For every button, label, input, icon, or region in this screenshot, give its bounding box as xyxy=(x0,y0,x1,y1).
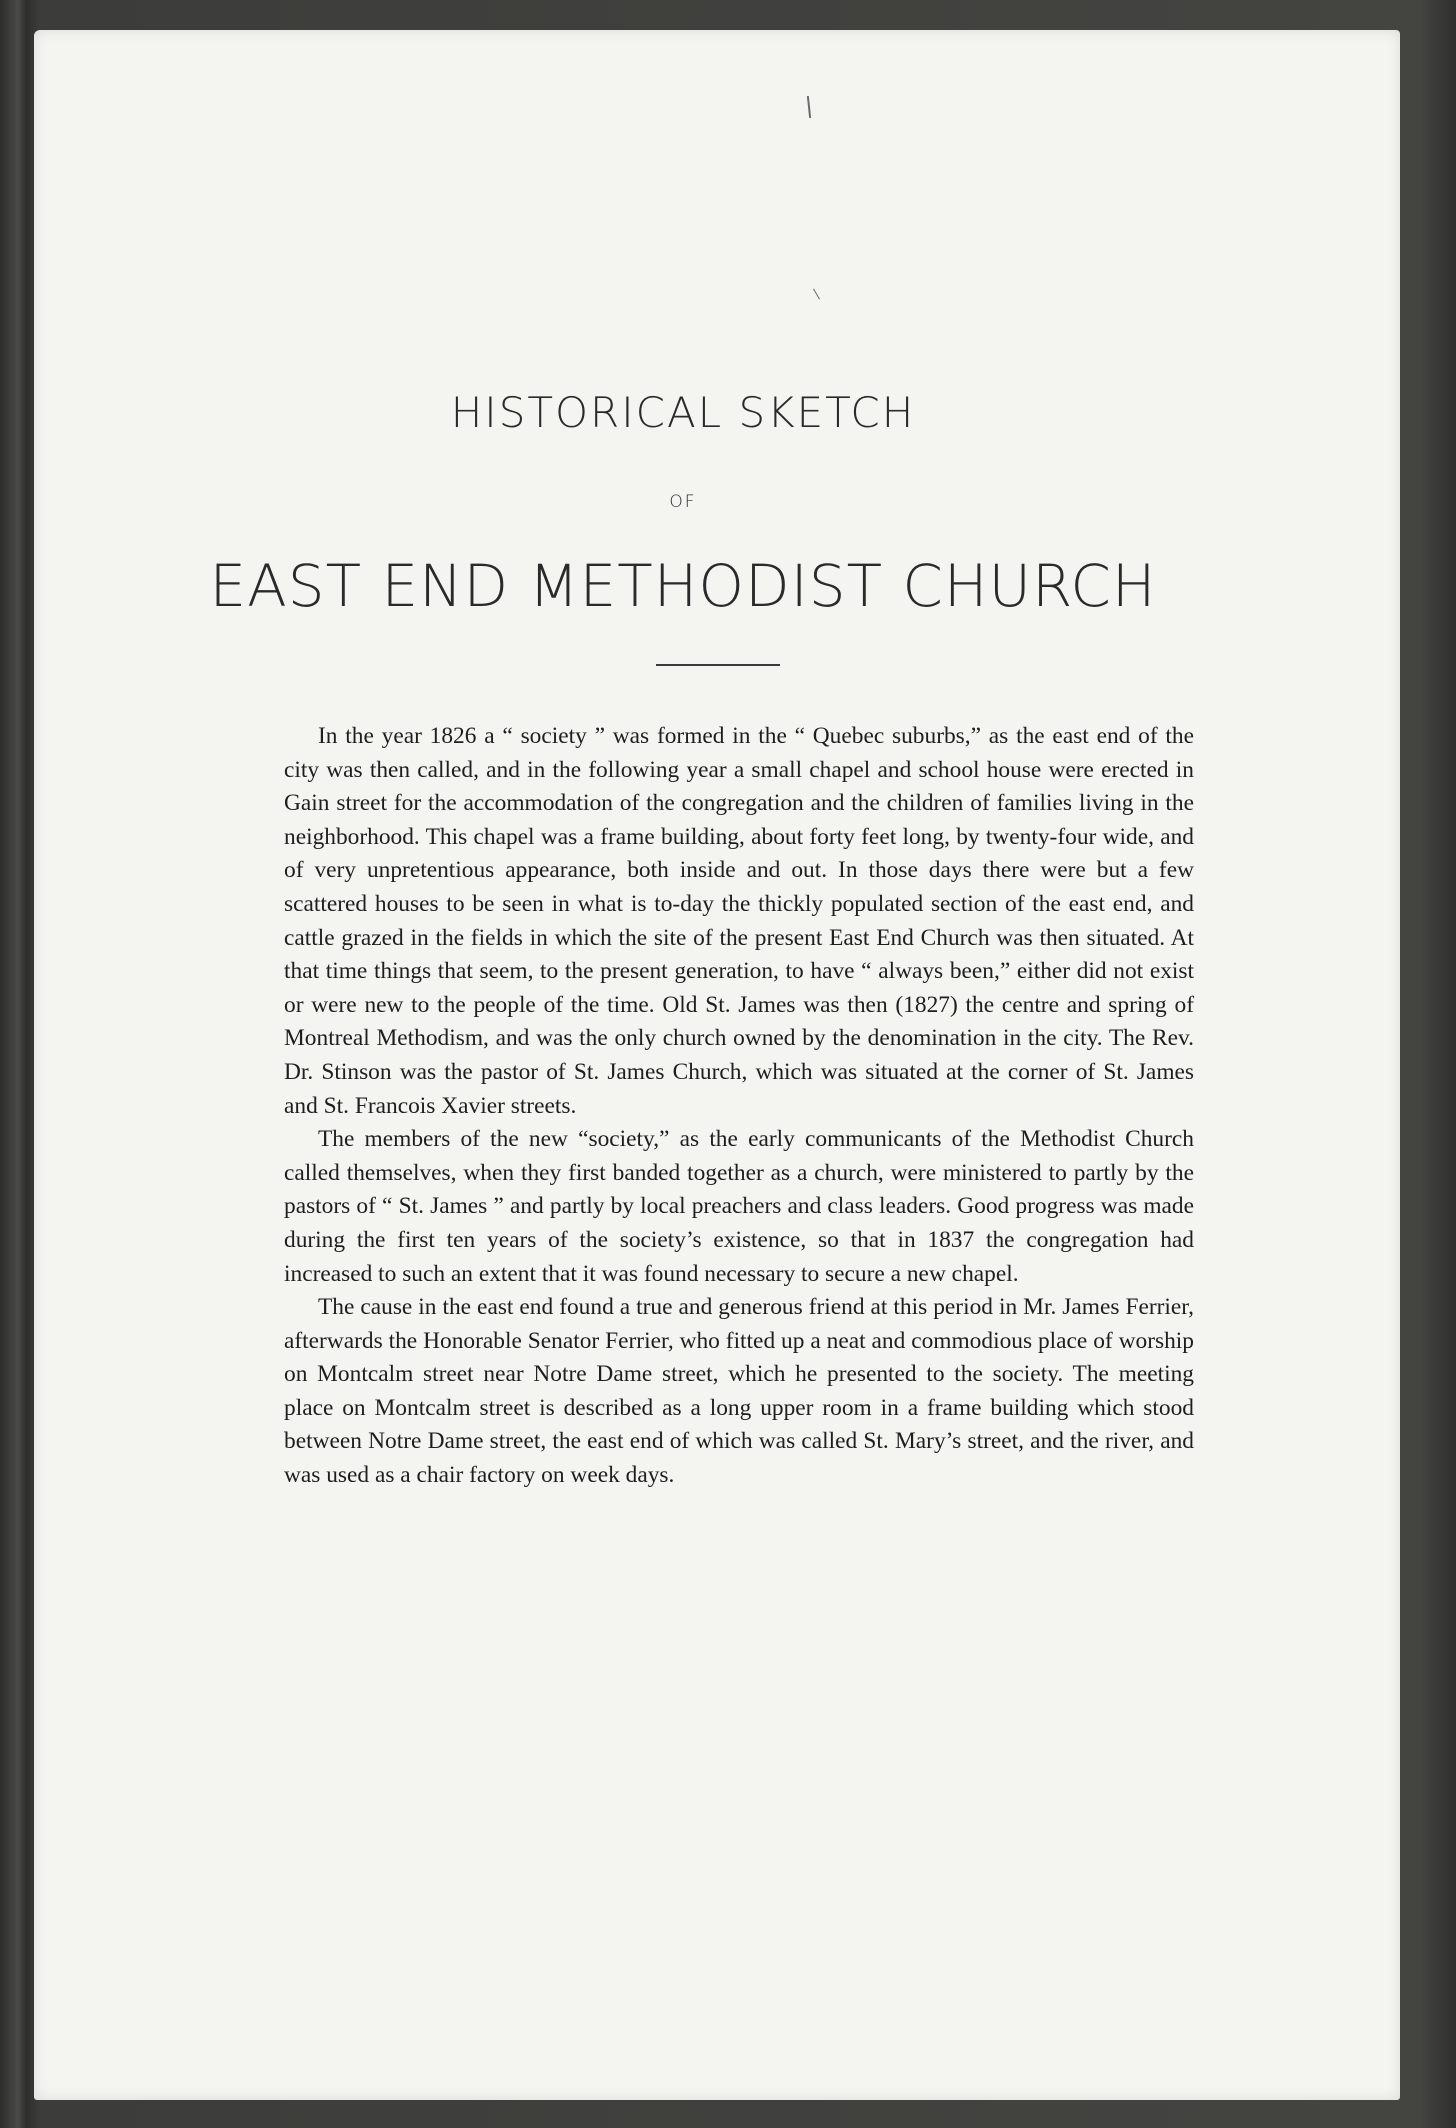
paragraph-2: The members of the new “society,” as the early communicants of the Methodist Church called themselves, when they first banded together as a church, were ministered to partly by the pastors of “ St. James ” and partly by local preachers and class leaders. Good progress was made during the first ten years of the society’s existence, so that in 1837 the congregation had increased to such an extent that it was found necessary to secure a new chapel. xyxy=(284,1126,1194,1287)
paper-mark xyxy=(813,289,820,300)
paragraph-1: In the year 1826 a “ society ” was formed in the “ Quebec suburbs,” as the east end of the city was then called, and in the following year a small chapel and school house were erected in Gain street for the accommodation of the congregation and the children of families living in the neighborhood. This chapel was a frame building, about forty feet long, by twenty-four wide, and of very unpretentious appearance, both inside and out. In those days there were but a few scattered houses to be seen in what is to-day the thickly populated section of the east end, and cattle grazed in the fields in which the site of the present East End Church was then situated. At that time things that seem, to the present generation, to have “ always been,” either did not exist or were new to the people of the time. Old St. James was then (1827) the centre and spring of Montreal Methodism, and was the only church owned by the denomination in the city. The Rev. Dr. Stinson was the pastor of St. James Church, which was situated at the corner of St. James and St. Francois Xavier streets. xyxy=(284,723,1194,1119)
heading-divider xyxy=(656,664,780,666)
paragraph-3: The cause in the east end found a true and generous friend at this period in Mr. James Ferrier, afterwards the Honorable Senator Ferrier, who fitted up a neat and commodious place of worship on Montcalm street near Notre Dame street, which he presented to the society. The meeting place on Montcalm street is described as a long upper room in a frame building which stood between Notre Dame street, the east end of which was called St. Mary’s street, and the river, and was used as a chair factory on week days. xyxy=(284,1294,1194,1489)
book-page xyxy=(34,30,1400,2100)
heading-church-name: EAST END METHODIST CHURCH xyxy=(209,552,1157,620)
paper-mark xyxy=(807,96,811,118)
heading-of: OF xyxy=(669,492,697,512)
article-body xyxy=(284,720,1194,1493)
heading-title: HISTORICAL SKETCH xyxy=(450,388,916,437)
